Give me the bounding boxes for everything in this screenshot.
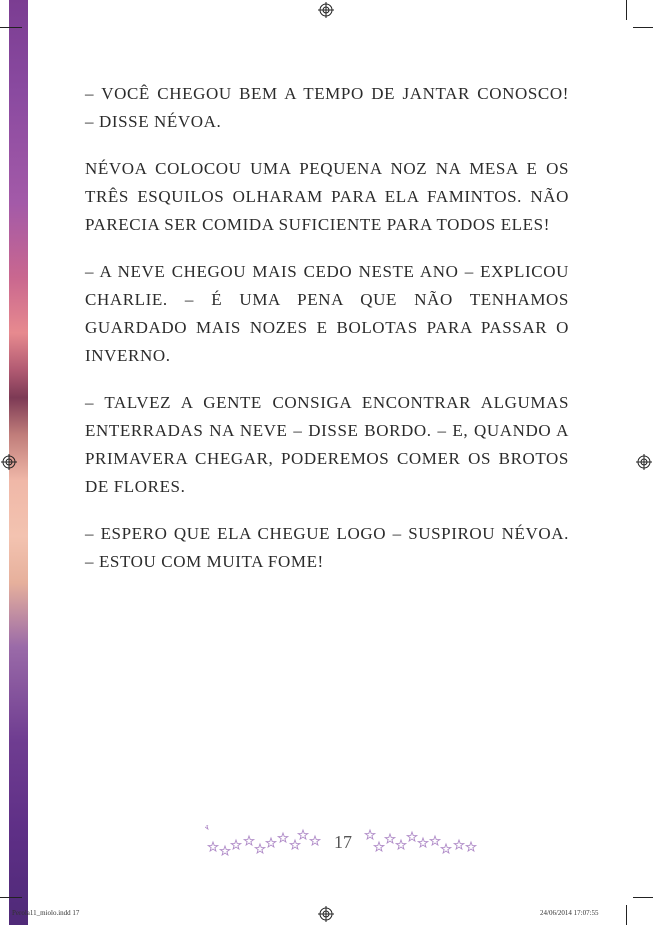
story-text	[85, 80, 569, 595]
slug-filename: Perola11_miolo.indd 17	[12, 909, 80, 917]
crop-mark-top-right-h	[633, 27, 653, 28]
text-line: PARECIA SER COMIDA SUFICIENTE PARA TODOS ELES!	[85, 215, 550, 234]
text-line: – ESTOU COM MUITA FOME!	[85, 552, 324, 571]
text-line: CHARLIE. – É UMA PENA QUE NÃO TENHAMOS	[85, 290, 569, 309]
crop-mark-bottom-right-v	[626, 905, 627, 925]
text-line: INVERNO.	[85, 346, 171, 365]
text-line: TRÊS ESQUILOS OLHARAM PARA ELA FAMINTOS. NÃO	[85, 187, 569, 206]
crop-mark-bottom-left	[0, 897, 22, 898]
registration-mark-bottom-icon	[318, 906, 334, 922]
text-line: NÉVOA COLOCOU UMA PEQUENA NOZ NA MESA E OS	[85, 159, 569, 178]
registration-mark-top-icon	[318, 2, 334, 18]
crop-mark-top-right-v	[626, 0, 627, 20]
slug-timestamp: 24/06/2014 17:07:55	[540, 909, 599, 917]
text-line: – VOCÊ CHEGOU BEM A TEMPO DE JANTAR CONOSCO!	[85, 84, 569, 103]
paragraph-4	[85, 389, 569, 501]
paragraph-5	[85, 520, 569, 576]
text-line: ENTERRADAS NA NEVE – DISSE BORDO. – E, QUANDO A	[85, 421, 569, 440]
paragraph-1	[85, 80, 569, 136]
registration-mark-left-icon	[1, 454, 17, 470]
text-line: – DISSE NÉVOA.	[85, 112, 222, 131]
crop-mark-top-left	[0, 27, 22, 28]
text-line: – TALVEZ A GENTE CONSIGA ENCONTRAR ALGUMAS	[85, 393, 569, 412]
paragraph-2	[85, 155, 569, 239]
page-number: 17	[334, 832, 352, 852]
registration-mark-right-icon	[636, 454, 652, 470]
text-line: GUARDADO MAIS NOZES E BOLOTAS PARA PASSAR O	[85, 318, 569, 337]
text-line: – A NEVE CHEGOU MAIS CEDO NESTE ANO – EXPLICOU	[85, 262, 569, 281]
text-line: DE FLORES.	[85, 477, 186, 496]
text-line: – ESPERO QUE ELA CHEGUE LOGO – SUSPIROU NÉVOA.	[85, 524, 569, 543]
text-line: PRIMAVERA CHEGAR, PODEREMOS COMER OS BROTOS	[85, 449, 569, 468]
paragraph-3	[85, 258, 569, 370]
crop-mark-bottom-right-h	[633, 897, 653, 898]
